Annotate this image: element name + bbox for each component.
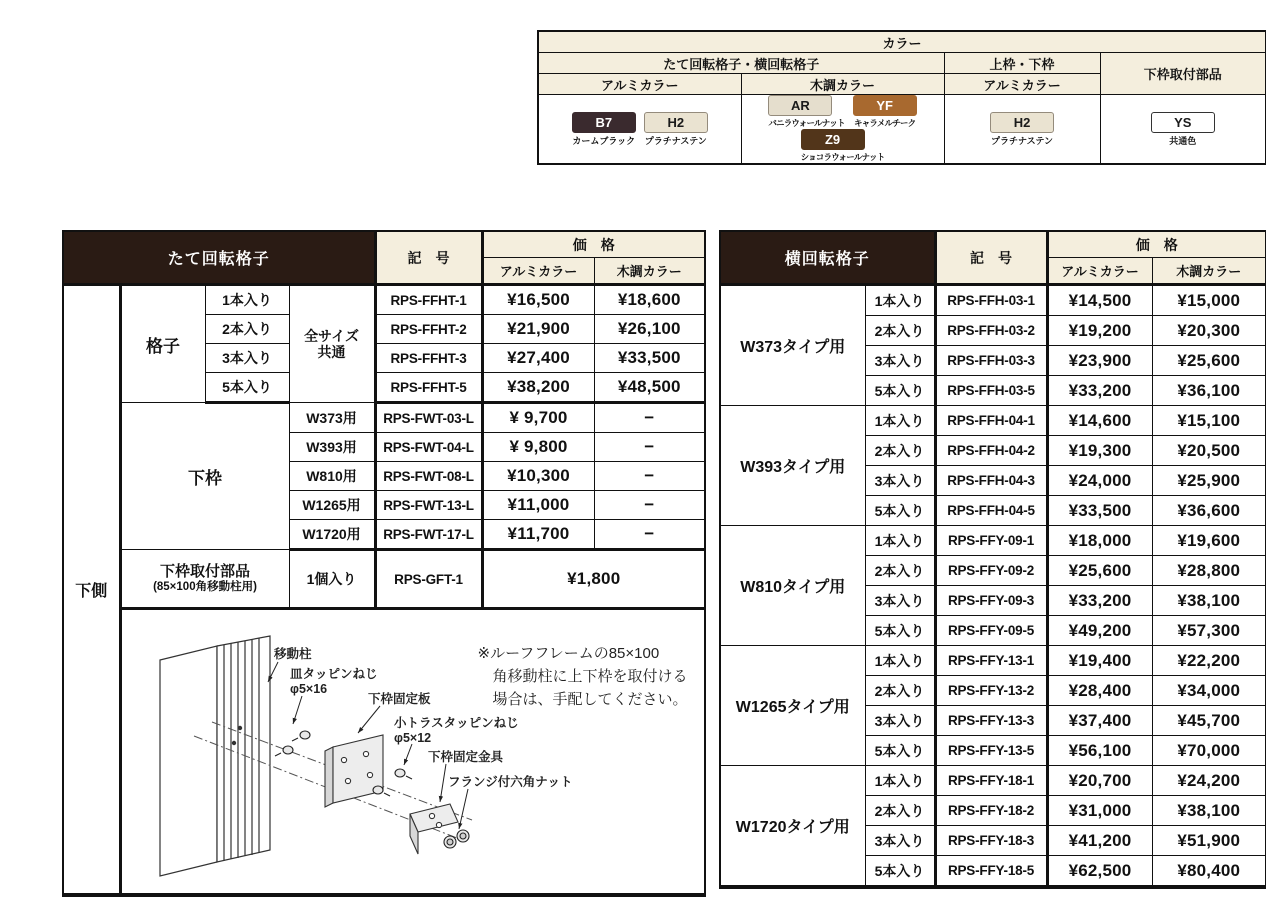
- product-code-cell: RPS-FFH-03-3: [935, 346, 1047, 376]
- swatch-cell-1: [741, 95, 944, 165]
- frame-size-cell: W1720用: [289, 520, 375, 550]
- swatch-cell-2: [944, 95, 1100, 165]
- parts-qty-cell: 1個入り: [289, 550, 375, 609]
- pack-size-cell: 1本入り: [865, 526, 935, 556]
- pack-size-cell: 2本入り: [205, 315, 289, 344]
- product-code-cell: RPS-FFH-04-3: [935, 466, 1047, 496]
- price-header: 価 格: [1047, 231, 1266, 258]
- product-code-cell: RPS-FFY-18-1: [935, 766, 1047, 796]
- product-code-cell: RPS-FFH-03-2: [935, 316, 1047, 346]
- swatch-cell-3: [1100, 95, 1266, 165]
- pack-size-cell: 1本入り: [865, 406, 935, 436]
- pack-size-cell: 3本入り: [205, 344, 289, 373]
- price-alumi-cell: ¥14,500: [1047, 285, 1152, 316]
- price-wood-cell: ¥38,100: [1152, 796, 1266, 826]
- price-wood-cell: −: [594, 433, 705, 462]
- color-swatch: [1151, 112, 1215, 147]
- product-code-cell: RPS-FFY-09-3: [935, 586, 1047, 616]
- product-code-cell: RPS-FWT-17-L: [375, 520, 482, 550]
- shimowaku-label: 下枠: [120, 403, 289, 550]
- price-alumi-cell: ¥33,500: [1047, 496, 1152, 526]
- price-wood-cell: ¥20,300: [1152, 316, 1266, 346]
- parts-label-cell: [120, 550, 289, 609]
- swatch-code: YF: [853, 95, 917, 116]
- code-header: 記 号: [375, 231, 482, 285]
- common-line: 全サイズ: [304, 328, 359, 344]
- product-code-cell: RPS-FFY-13-2: [935, 676, 1047, 706]
- type-group-label: W810タイプ用: [720, 526, 865, 646]
- product-code-cell: RPS-FFHT-3: [375, 344, 482, 373]
- product-code-cell: RPS-FWT-13-L: [375, 491, 482, 520]
- price-alumi-cell: ¥16,500: [482, 285, 594, 315]
- pack-size-cell: 3本入り: [865, 346, 935, 376]
- price-wood-cell: ¥18,600: [594, 285, 705, 315]
- price-alumi-cell: ¥56,100: [1047, 736, 1152, 766]
- screw2-label-line1: 小トラスタッピンねじ: [393, 716, 519, 730]
- price-alumi-cell: ¥33,200: [1047, 376, 1152, 406]
- product-code-cell: RPS-FFH-04-2: [935, 436, 1047, 466]
- price-alumi-cell: ¥28,400: [1047, 676, 1152, 706]
- price-header: 価 格: [482, 231, 705, 258]
- parts-price-cell: ¥1,800: [482, 550, 705, 609]
- pack-size-cell: 2本入り: [865, 676, 935, 706]
- price-alumi-cell: ¥41,200: [1047, 826, 1152, 856]
- price-alumi-cell: ¥33,200: [1047, 586, 1152, 616]
- price-alumi-cell: ¥24,000: [1047, 466, 1152, 496]
- product-code-cell: RPS-FFH-04-5: [935, 496, 1047, 526]
- color-swatch: [990, 112, 1054, 147]
- pack-size-cell: 3本入り: [865, 466, 935, 496]
- price-wood-cell: ¥25,900: [1152, 466, 1266, 496]
- alumi-color-header: アルミカラー: [1047, 258, 1152, 285]
- pack-size-cell: 1本入り: [205, 285, 289, 315]
- pack-size-cell: 3本入り: [865, 706, 935, 736]
- price-wood-cell: ¥51,900: [1152, 826, 1266, 856]
- swatch-name: プラチナステン: [990, 135, 1053, 146]
- frame-size-cell: W810用: [289, 462, 375, 491]
- group-lattice-label: たて回転格子・横回転格子: [538, 53, 944, 74]
- price-alumi-cell: ¥19,400: [1047, 646, 1152, 676]
- sub-alumi2-label: アルミカラー: [944, 74, 1100, 95]
- frame-size-cell: W373用: [289, 403, 375, 433]
- product-code-cell: RPS-FFY-09-5: [935, 616, 1047, 646]
- product-code-cell: RPS-FFY-09-1: [935, 526, 1047, 556]
- price-wood-cell: ¥33,500: [594, 344, 705, 373]
- product-code-cell: RPS-FFY-18-3: [935, 826, 1047, 856]
- price-alumi-cell: ¥21,900: [482, 315, 594, 344]
- price-alumi-cell: ¥62,500: [1047, 856, 1152, 888]
- swatch-cell-0: [538, 95, 741, 165]
- type-group-label: W1720タイプ用: [720, 766, 865, 888]
- note-line: 角移動柱に上下枠を取付ける: [492, 668, 688, 685]
- price-wood-cell: −: [594, 520, 705, 550]
- price-alumi-cell: ¥27,400: [482, 344, 594, 373]
- price-alumi-cell: ¥23,900: [1047, 346, 1152, 376]
- product-code-cell: RPS-FFY-18-2: [935, 796, 1047, 826]
- moving-post-shape: [160, 636, 270, 876]
- price-wood-cell: ¥28,800: [1152, 556, 1266, 586]
- price-wood-cell: ¥15,000: [1152, 285, 1266, 316]
- product-code-cell: RPS-FFH-04-1: [935, 406, 1047, 436]
- sub-alumi-label: アルミカラー: [538, 74, 741, 95]
- swatch-name: バニラウォールナット: [768, 118, 845, 128]
- pack-size-cell: 1本入り: [865, 646, 935, 676]
- post-label: 移動柱: [273, 647, 312, 661]
- price-alumi-cell: ¥20,700: [1047, 766, 1152, 796]
- installation-diagram: [122, 610, 705, 893]
- pack-size-cell: 5本入り: [865, 856, 935, 888]
- pack-size-cell: 3本入り: [865, 826, 935, 856]
- wood-color-header: 木調カラー: [1152, 258, 1266, 285]
- swatch-code: AR: [768, 95, 832, 116]
- pack-size-cell: 5本入り: [865, 616, 935, 646]
- pack-size-cell: 2本入り: [865, 556, 935, 586]
- pack-size-cell: 2本入り: [865, 796, 935, 826]
- price-wood-cell: ¥19,600: [1152, 526, 1266, 556]
- pack-size-cell: 3本入り: [865, 586, 935, 616]
- price-wood-cell: ¥26,100: [594, 315, 705, 344]
- price-wood-cell: ¥34,000: [1152, 676, 1266, 706]
- left-table-title: たて回転格子: [63, 231, 375, 285]
- pack-size-cell: 1本入り: [865, 285, 935, 316]
- code-header: 記 号: [935, 231, 1047, 285]
- price-wood-cell: ¥80,400: [1152, 856, 1266, 888]
- group-frame-label: 上枠・下枠: [944, 53, 1100, 74]
- swatch-name: カームブラック: [572, 135, 636, 146]
- price-alumi-cell: ¥37,400: [1047, 706, 1152, 736]
- wood-color-header: 木調カラー: [594, 258, 705, 285]
- product-code-cell: RPS-FFY-18-5: [935, 856, 1047, 888]
- price-alumi-cell: ¥19,200: [1047, 316, 1152, 346]
- color-swatch: [801, 129, 885, 163]
- product-code-cell: RPS-FFH-03-1: [935, 285, 1047, 316]
- swatch-name: ショコラウォールナット: [800, 152, 885, 162]
- pack-size-cell: 2本入り: [865, 436, 935, 466]
- pack-size-cell: 5本入り: [865, 376, 935, 406]
- fixing-plate-shape: [325, 735, 383, 807]
- price-wood-cell: ¥45,700: [1152, 706, 1266, 736]
- product-code-cell: RPS-FFY-13-1: [935, 646, 1047, 676]
- swatch-name: 共通色: [1169, 135, 1197, 146]
- type-group-label: W1265タイプ用: [720, 646, 865, 766]
- color-table-title: カラー: [538, 31, 1266, 53]
- all-size-common-cell: [289, 285, 375, 403]
- pack-size-cell: 5本入り: [205, 373, 289, 403]
- type-group-label: W373タイプ用: [720, 285, 865, 406]
- diagram-note: [478, 642, 698, 711]
- swatch-name: プラチナステン: [644, 135, 707, 146]
- price-alumi-cell: ¥ 9,700: [482, 403, 594, 433]
- price-wood-cell: ¥48,500: [594, 373, 705, 403]
- note-line: ※ルーフフレームの85×100: [477, 645, 660, 662]
- product-code-cell: RPS-FFHT-1: [375, 285, 482, 315]
- price-alumi-cell: ¥25,600: [1047, 556, 1152, 586]
- right-table-title: 横回転格子: [720, 231, 935, 285]
- koshi-label: 格子: [120, 285, 205, 403]
- color-title-row: [538, 31, 1266, 53]
- alumi-color-header: アルミカラー: [482, 258, 594, 285]
- product-code-cell: RPS-FFY-13-5: [935, 736, 1047, 766]
- product-code-cell: RPS-FFHT-5: [375, 373, 482, 403]
- product-code-cell: RPS-FFH-03-5: [935, 376, 1047, 406]
- price-alumi-cell: ¥11,700: [482, 520, 594, 550]
- price-wood-cell: −: [594, 491, 705, 520]
- common-line: 共通: [317, 344, 346, 360]
- price-alumi-cell: ¥18,000: [1047, 526, 1152, 556]
- price-wood-cell: ¥25,600: [1152, 346, 1266, 376]
- product-code-cell: RPS-FFY-09-2: [935, 556, 1047, 586]
- installation-diagram-cell: [120, 609, 705, 896]
- color-swatch: [644, 112, 708, 147]
- price-wood-cell: ¥22,200: [1152, 646, 1266, 676]
- side-label: 下側: [63, 285, 120, 896]
- pack-size-cell: 5本入り: [865, 496, 935, 526]
- price-wood-cell: ¥24,200: [1152, 766, 1266, 796]
- price-wood-cell: ¥20,500: [1152, 436, 1266, 466]
- color-swatch: [853, 95, 917, 129]
- price-wood-cell: ¥15,100: [1152, 406, 1266, 436]
- swatch-code: H2: [990, 112, 1054, 133]
- color-swatch-row: [538, 95, 1266, 165]
- swatch-code: YS: [1151, 112, 1215, 133]
- group-parts-label: 下枠取付部品: [1100, 53, 1266, 95]
- parts-label-line2: (85×100角移動柱用): [153, 581, 257, 593]
- type-group-label: W393タイプ用: [720, 406, 865, 526]
- price-alumi-cell: ¥38,200: [482, 373, 594, 403]
- vertical-lattice-price-table: [62, 230, 706, 897]
- pack-size-cell: 2本入り: [865, 316, 935, 346]
- frame-size-cell: W1265用: [289, 491, 375, 520]
- product-code-cell: RPS-FFY-13-3: [935, 706, 1047, 736]
- price-alumi-cell: ¥31,000: [1047, 796, 1152, 826]
- pack-size-cell: 1本入り: [865, 766, 935, 796]
- screw2-label-line2: φ5×12: [393, 731, 431, 745]
- swatch-code: H2: [644, 112, 708, 133]
- parts-label-line1: 下枠取付部品: [159, 563, 250, 580]
- price-alumi-cell: ¥11,000: [482, 491, 594, 520]
- horizontal-lattice-price-table: [719, 230, 1266, 889]
- price-wood-cell: ¥70,000: [1152, 736, 1266, 766]
- swatch-name: キャラメルチーク: [853, 118, 916, 128]
- color-group-row: [538, 53, 1266, 74]
- swatch-code: B7: [572, 112, 636, 133]
- plate-label: 下枠固定板: [367, 692, 431, 706]
- price-wood-cell: ¥36,600: [1152, 496, 1266, 526]
- swatch-code: Z9: [801, 129, 865, 150]
- product-code-cell: RPS-FWT-03-L: [375, 403, 482, 433]
- price-alumi-cell: ¥10,300: [482, 462, 594, 491]
- product-code-cell: RPS-FFHT-2: [375, 315, 482, 344]
- price-wood-cell: ¥38,100: [1152, 586, 1266, 616]
- nut-label: フランジ付六角ナット: [447, 775, 572, 789]
- price-wood-cell: ¥57,300: [1152, 616, 1266, 646]
- note-line: 場合は、手配してください。: [492, 691, 688, 708]
- price-alumi-cell: ¥49,200: [1047, 616, 1152, 646]
- price-wood-cell: −: [594, 462, 705, 491]
- price-alumi-cell: ¥19,300: [1047, 436, 1152, 466]
- color-table: [537, 30, 1266, 165]
- price-alumi-cell: ¥ 9,800: [482, 433, 594, 462]
- screw1-label-line1: 皿タッピンねじ: [289, 667, 378, 681]
- product-code-cell: RPS-GFT-1: [375, 550, 482, 609]
- bracket-label: 下枠固定金具: [427, 750, 503, 764]
- pack-size-cell: 5本入り: [865, 736, 935, 766]
- product-code-cell: RPS-FWT-04-L: [375, 433, 482, 462]
- price-wood-cell: ¥36,100: [1152, 376, 1266, 406]
- color-swatch: [768, 95, 844, 129]
- sub-wood-label: 木調カラー: [741, 74, 944, 95]
- price-wood-cell: −: [594, 403, 705, 433]
- price-alumi-cell: ¥14,600: [1047, 406, 1152, 436]
- frame-size-cell: W393用: [289, 433, 375, 462]
- product-code-cell: RPS-FWT-08-L: [375, 462, 482, 491]
- color-swatch: [572, 112, 636, 147]
- screw1-label-line2: φ5×16: [289, 682, 327, 696]
